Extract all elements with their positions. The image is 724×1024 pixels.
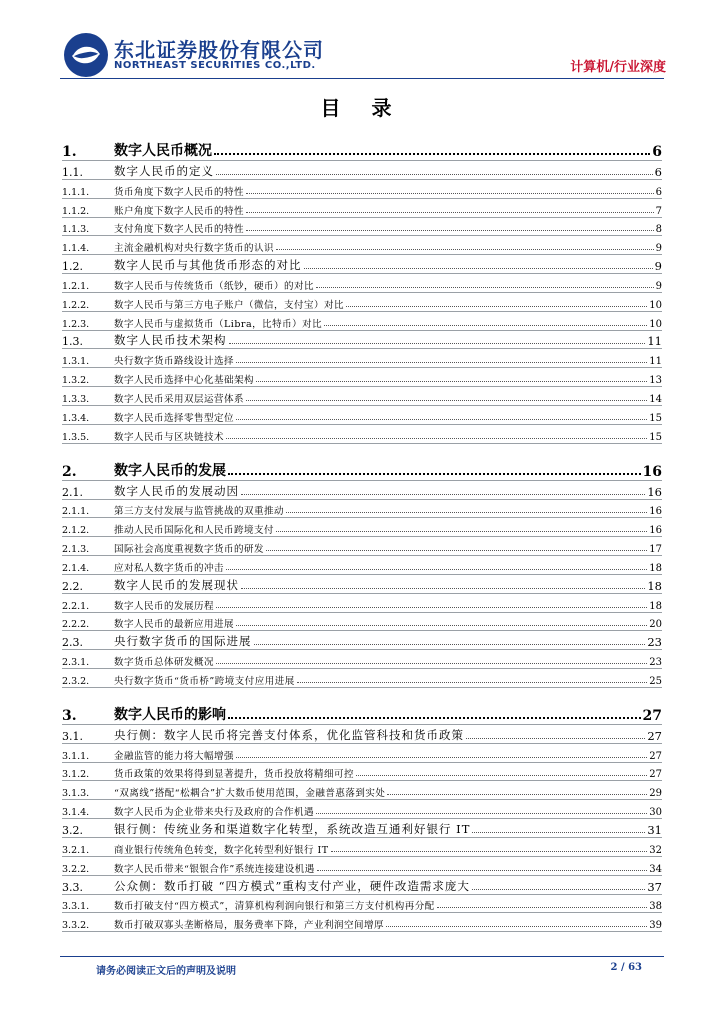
toc-entry-page: 9 [654, 259, 662, 274]
toc-leader-dots [316, 813, 647, 814]
toc-entry-1-3-1[interactable] [62, 349, 662, 368]
toc-entry-page: 6 [655, 186, 662, 198]
toc-entry-title: 数字人民币与第三方电子账户（微信，支付宝）对比 [114, 299, 345, 311]
toc-entry-page: 9 [655, 280, 662, 292]
toc-entry-number: 3.2.2. [62, 863, 90, 875]
toc-entry-page: 15 [649, 412, 662, 424]
toc-entry-page: 27 [649, 769, 662, 781]
toc-entry-page: 34 [649, 863, 662, 875]
toc-leader-dots [246, 230, 654, 231]
toc-entry-title: 数字人民币与虚拟货币（Libra，比特币）对比 [114, 318, 323, 330]
toc-entry-number: 2.3. [62, 636, 83, 650]
toc-entry-page: 9 [655, 243, 662, 255]
toc-entry-page: 27 [649, 750, 662, 762]
toc-entry-page: 18 [647, 578, 662, 593]
toc-leader-dots [229, 343, 646, 344]
toc-entry-2[interactable] [62, 450, 662, 481]
toc-entry-1-2-2[interactable] [62, 293, 662, 312]
toc-entry-page: 11 [647, 334, 662, 349]
toc-entry-number: 1.1.1. [62, 186, 90, 198]
toc-entry-number: 1.2.1. [62, 280, 90, 292]
toc-entry-page: 11 [649, 356, 662, 368]
toc-entry-number: 1.1.4. [62, 243, 90, 255]
toc-entry-page: 13 [649, 375, 662, 387]
toc-entry-2-3[interactable] [62, 631, 662, 650]
toc-entry-title: 央行数字货币的国际进展 [114, 634, 252, 649]
toc-entry-3[interactable] [62, 694, 662, 725]
toc-leader-dots [472, 889, 645, 890]
toc-entry-1-3-3[interactable] [62, 387, 662, 406]
toc-entry-1-1-1[interactable] [62, 180, 662, 199]
toc-entry-page: 20 [649, 619, 662, 631]
toc-leader-dots [236, 419, 647, 420]
toc-entry-title: 数字人民币选择零售型定位 [114, 412, 235, 424]
toc-entry-1-1-4[interactable] [62, 236, 662, 255]
toc-leader-dots [236, 625, 647, 626]
toc-entry-page: 16 [649, 525, 662, 537]
toc-entry-page: 10 [649, 318, 662, 330]
toc-leader-dots [256, 381, 647, 382]
toc-entry-title: 金融监管的能力将大幅增强 [114, 750, 235, 762]
footer-divider [60, 956, 664, 957]
toc-leader-dots [466, 738, 645, 739]
toc-entry-number: 2.1.3. [62, 544, 90, 556]
toc-entry-3-2[interactable] [62, 819, 662, 838]
toc-entry-1-3-2[interactable] [62, 368, 662, 387]
toc-entry-3-1-1[interactable] [62, 744, 662, 763]
toc-entry-number: 1.3.4. [62, 412, 90, 424]
toc-entry-2-2[interactable] [62, 575, 662, 594]
toc-entry-2-1[interactable] [62, 481, 662, 500]
toc-entry-number: 3.3. [62, 880, 83, 894]
toc-entry-title: 货币政策的效果将得到显著提升，货币投放将精细可控 [114, 769, 355, 781]
toc-entry-2-2-2[interactable] [62, 613, 662, 632]
toc-leader-dots [246, 193, 654, 194]
toc-entry-number: 1.1.3. [62, 224, 90, 236]
toc-leader-dots [276, 249, 654, 250]
toc-entry-page: 15 [649, 431, 662, 443]
toc-leader-dots [228, 473, 641, 475]
toc-entry-number: 2. [62, 463, 77, 480]
toc-entry-2-1-2[interactable] [62, 518, 662, 537]
toc-entry-page: 29 [649, 788, 662, 800]
toc-entry-page: 23 [647, 635, 662, 650]
toc-leader-dots [266, 550, 647, 551]
toc-leader-dots [241, 588, 645, 589]
toc-entry-number: 2.2.2. [62, 619, 90, 631]
toc-entry-1-1[interactable] [62, 161, 662, 180]
toc-entry-2-3-2[interactable] [62, 669, 662, 688]
toc-entry-title: 数字人民币的发展动因 [114, 483, 239, 498]
toc-entry-1-2-1[interactable] [62, 274, 662, 293]
page-number: 2 / 63 [610, 962, 642, 973]
toc-entry-2-1-3[interactable] [62, 537, 662, 556]
toc-entry-title: 数字人民币的最新应用进展 [114, 619, 235, 631]
toc-leader-dots [331, 851, 648, 852]
toc-entry-1-2-3[interactable] [62, 312, 662, 331]
toc-entry-number: 1.1. [62, 165, 83, 179]
toc-entry-1-1-3[interactable] [62, 218, 662, 237]
toc-leader-dots [286, 512, 647, 513]
toc-entry-1-3-5[interactable] [62, 425, 662, 444]
toc-entry-title: 数字人民币与区块链技术 [114, 431, 225, 443]
toc-entry-3-3[interactable] [62, 876, 662, 895]
toc-leader-dots [346, 306, 647, 307]
toc-entry-number: 3.1.3. [62, 788, 90, 800]
toc-leader-dots [356, 775, 647, 776]
toc-entry-number: 3.3.2. [62, 920, 90, 932]
toc-entry-page: 18 [649, 600, 662, 612]
toc-leader-dots [216, 174, 653, 175]
company-name-en: NORTHEAST SECURITIES CO.,LTD. [114, 60, 316, 71]
toc-entry-3-1-3[interactable] [62, 781, 662, 800]
toc-leader-dots [236, 757, 647, 758]
toc-entry-title: 数字人民币带来“银银合作”系统连接建设机遇 [114, 863, 315, 875]
toc-entry-number: 2.3.2. [62, 675, 90, 687]
toc-entry-3-1[interactable] [62, 725, 662, 744]
toc-entry-number: 2.1.2. [62, 525, 90, 537]
toc-entry-title: 央行数字货币“货币桥”跨境支付应用进展 [114, 675, 295, 687]
toc-entry-number: 3. [62, 707, 77, 724]
toc-entry-1-3-4[interactable] [62, 406, 662, 425]
toc-entry-number: 2.2. [62, 579, 83, 593]
toc-entry-title: “双离线”搭配“松耦合”扩大数币使用范围，金融普惠落到实处 [114, 788, 386, 800]
toc-entry-title: 数字人民币的发展 [114, 462, 226, 479]
toc-leader-dots [226, 569, 647, 570]
toc-entry-title: 商业银行传统角色转变，数字化转型利好银行 IT [114, 844, 329, 856]
toc-leader-dots [241, 494, 645, 495]
toc-entry-page: 6 [652, 144, 662, 160]
toc-entry-number: 2.1.4. [62, 562, 90, 574]
toc-entry-page: 32 [649, 844, 662, 856]
toc-entry-title: 数币打破双寡头垄断格局，服务费率下降，产业利润空间增厚 [114, 920, 385, 932]
toc-entry-title: 银行侧：传统业务和渠道数字化转型，系统改造互通利好银行 IT [114, 822, 471, 836]
toc-entry-page: 16 [647, 484, 662, 499]
toc-entry-3-3-2[interactable] [62, 913, 662, 932]
toc-entry-title: 公众侧：数币打破 “四方模式”重构支付产业，硬件改造需求庞大 [114, 878, 470, 893]
toc-entry-number: 2.1.1. [62, 506, 90, 518]
toc-entry-title: 货币角度下数字人民币的特性 [114, 186, 245, 198]
report-category: 计算机/行业深度 [570, 60, 666, 75]
toc-leader-dots [304, 268, 653, 269]
toc-entry-page: 27 [647, 728, 662, 743]
toc-leader-dots [387, 794, 647, 795]
toc-leader-dots [246, 212, 654, 213]
toc-entry-2-3-1[interactable] [62, 650, 662, 669]
toc-heading: 目 录 [320, 96, 404, 120]
toc-entry-page: 8 [655, 224, 662, 236]
toc-entry-3-3-1[interactable] [62, 895, 662, 914]
toc-entry-number: 3.2.1. [62, 844, 90, 856]
toc-entry-title: 数字人民币的定义 [114, 163, 214, 178]
company-logo [64, 33, 108, 77]
toc-entry-page: 16 [649, 506, 662, 518]
toc-entry-page: 27 [642, 707, 662, 724]
toc-leader-dots [228, 717, 641, 719]
toc-entry-number: 1.2.3. [62, 318, 90, 330]
toc-entry-title: 推动人民币国际化和人民币跨境支付 [114, 525, 275, 537]
toc-entry-title: 数字人民币技术架构 [114, 333, 227, 348]
toc-entry-number: 1. [62, 144, 77, 160]
toc-entry-1-1-2[interactable] [62, 199, 662, 218]
toc-entry-3-1-2[interactable] [62, 763, 662, 782]
toc-entry-page: 16 [642, 463, 662, 480]
toc-leader-dots [216, 607, 647, 608]
toc-entry-title: 账户角度下数字人民币的特性 [114, 205, 245, 217]
toc-entry-number: 3.1.2. [62, 769, 90, 781]
toc-entry-number: 2.3.1. [62, 657, 90, 669]
toc-leader-dots [226, 438, 647, 439]
toc-entry-title: 央行侧：数字人民币将完善支付体系，优化监管科技和货币政策 [114, 727, 464, 742]
toc-entry-title: 数字人民币采用双层运营体系 [114, 393, 245, 405]
toc-leader-dots [316, 287, 654, 288]
toc-entry-page: 39 [649, 920, 662, 932]
toc-entry-number: 1.2. [62, 260, 83, 274]
toc-leader-dots [246, 400, 647, 401]
toc-leader-dots [472, 832, 645, 833]
toc-entry-number: 3.1.1. [62, 750, 90, 762]
toc-entry-number: 1.3.3. [62, 393, 90, 405]
toc-entry-title: 数字货币总体研发概况 [114, 657, 215, 669]
toc-entry-title: 数字人民币与传统货币（纸钞，硬币）的对比 [114, 280, 315, 292]
toc-entry-number: 3.1.4. [62, 807, 90, 819]
table-of-contents [62, 130, 662, 932]
toc-entry-3-2-1[interactable] [62, 838, 662, 857]
toc-entry-title: 支付角度下数字人民币的特性 [114, 224, 245, 236]
toc-entry-3-1-4[interactable] [62, 800, 662, 819]
toc-entry-page: 31 [647, 823, 662, 837]
toc-entry-1[interactable] [62, 130, 662, 161]
toc-entry-2-1-1[interactable] [62, 500, 662, 519]
toc-entry-number: 1.3.1. [62, 356, 90, 368]
toc-entry-number: 1.2.2. [62, 299, 90, 311]
toc-entry-title: 央行数字货币路线设计选择 [114, 356, 235, 368]
report-header [0, 0, 724, 80]
toc-entry-title: 数字人民币概况 [114, 143, 212, 159]
toc-entry-title: 国际社会高度重视数字货币的研发 [114, 544, 265, 556]
toc-leader-dots [297, 682, 648, 683]
toc-entry-title: 数字人民币的发展现状 [114, 577, 239, 592]
toc-leader-dots [236, 362, 647, 363]
disclaimer-note: 请务必阅读正文后的声明及说明 [96, 966, 236, 977]
toc-entry-title: 数币打破支付“四方模式”，清算机构利润向银行和第三方支付机构再分配 [114, 901, 435, 913]
toc-leader-dots [437, 907, 648, 908]
toc-leader-dots [214, 153, 650, 155]
toc-leader-dots [276, 531, 647, 532]
toc-entry-page: 38 [649, 901, 662, 913]
toc-entry-page: 18 [649, 562, 662, 574]
toc-entry-title: 主流金融机构对央行数字货币的认识 [114, 243, 275, 255]
toc-entry-number: 1.3.5. [62, 431, 90, 443]
toc-leader-dots [254, 644, 646, 645]
toc-leader-dots [216, 663, 647, 664]
header-divider [60, 78, 664, 79]
toc-entry-title: 数字人民币选择中心化基础架构 [114, 375, 255, 387]
toc-entry-number: 2.2.1. [62, 600, 90, 612]
toc-leader-dots [386, 926, 647, 927]
toc-entry-page: 23 [649, 657, 662, 669]
toc-entry-title: 应对私人数字货币的冲击 [114, 562, 225, 574]
toc-entry-number: 2.1. [62, 485, 83, 499]
toc-entry-page: 37 [647, 879, 662, 894]
toc-entry-title: 第三方支付发展与监管挑战的双重推动 [114, 506, 285, 518]
toc-entry-1-3[interactable] [62, 331, 662, 350]
toc-entry-page: 17 [649, 544, 662, 556]
toc-entry-page: 14 [649, 393, 662, 405]
toc-entry-3-2-2[interactable] [62, 857, 662, 876]
toc-entry-2-1-4[interactable] [62, 556, 662, 575]
toc-entry-title: 数字人民币的影响 [114, 706, 226, 723]
toc-entry-title: 数字人民币的发展历程 [114, 600, 215, 612]
toc-entry-number: 1.3. [62, 335, 83, 349]
toc-entry-number: 3.3.1. [62, 901, 90, 913]
toc-leader-dots [324, 325, 647, 326]
toc-entry-number: 1.3.2. [62, 375, 90, 387]
toc-entry-number: 1.1.2. [62, 205, 90, 217]
toc-entry-page: 7 [655, 205, 662, 217]
toc-entry-title: 数字人民币与其他货币形态的对比 [114, 258, 302, 273]
toc-entry-2-2-1[interactable] [62, 594, 662, 613]
logo-swirl-icon [64, 33, 108, 77]
toc-entry-title: 数字人民币为企业带来央行及政府的合作机遇 [114, 807, 315, 819]
toc-leader-dots [317, 870, 648, 871]
toc-entry-page: 25 [649, 675, 662, 687]
company-name-cn: 东北证券股份有限公司 [114, 38, 324, 62]
toc-entry-number: 3.2. [62, 824, 83, 837]
toc-entry-1-2[interactable] [62, 255, 662, 274]
toc-entry-number: 3.1. [62, 729, 83, 743]
toc-entry-page: 30 [649, 807, 662, 819]
toc-entry-page: 10 [649, 299, 662, 311]
toc-entry-page: 6 [654, 164, 662, 179]
